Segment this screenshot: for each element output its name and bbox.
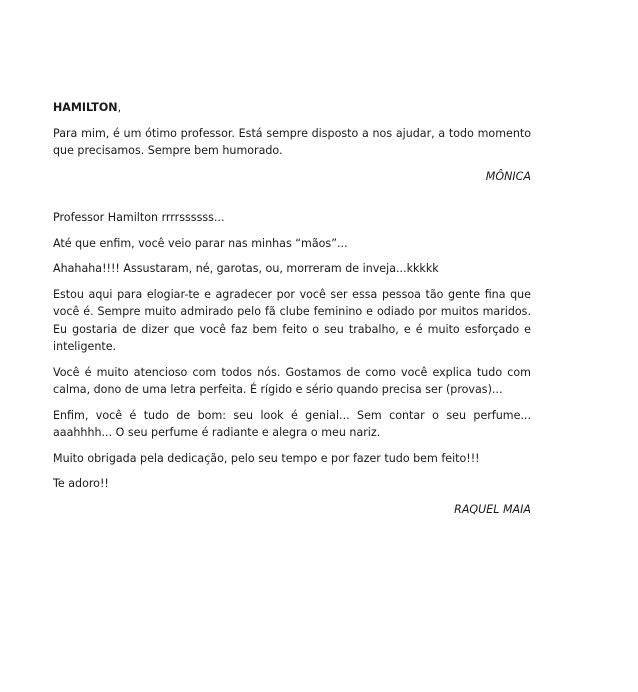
note-heading [53,99,531,117]
note2-paragraph-6: Enfim, você é tudo de bom: seu look é genial... Sem contar o seu perfume... aaahhhh... O seu perfume é radiante e alegra o meu nariz. [53,408,531,439]
heading-punctuation: , [117,101,122,114]
note2-paragraph-7: Muito obrigada pela dedicação, pelo seu tempo e por fazer tudo bem feito!!! [53,451,480,465]
note2-paragraph-1: Professor Hamilton rrrrssssss... [53,211,225,224]
note2-paragraph-8: Te adoro!! [53,477,109,490]
note2-paragraph-2: Até que enfim, você veio parar nas minhas “mãos”... [53,236,348,250]
note2-paragraph-3: Ahahaha!!!! Assustaram, né, garotas, ou, morreram de inveja...kkkkk [53,262,439,275]
section-spacer [53,185,531,209]
note2-signature: RAQUEL MAIA [454,502,531,516]
heading-name: HAMILTON [53,101,118,114]
note2-paragraph-5: Você é muito atencioso com todos nós. Gostamos de como você explica tudo com calma, dono de uma letra perfeita. É rígido e sério quando precisa ser (provas)... [53,365,531,396]
note1-signature: MÔNICA [485,169,531,183]
document-page [53,99,531,518]
note2-paragraph-4: Estou aqui para elogiar-te e agradecer por você ser essa pessoa tão gente fina que você é. Sempre muito admirado pelo fã clube feminino e odiado por muitos maridos. Eu gostaria de dizer que você faz bem feito o seu trabalho, e é muito esforçado e inteligente. [53,287,531,353]
note1-body: Para mim, é um ótimo professor. Está sempre disposto a nos ajudar, a todo momento que precisamos. Sempre bem humorado. [53,126,531,157]
